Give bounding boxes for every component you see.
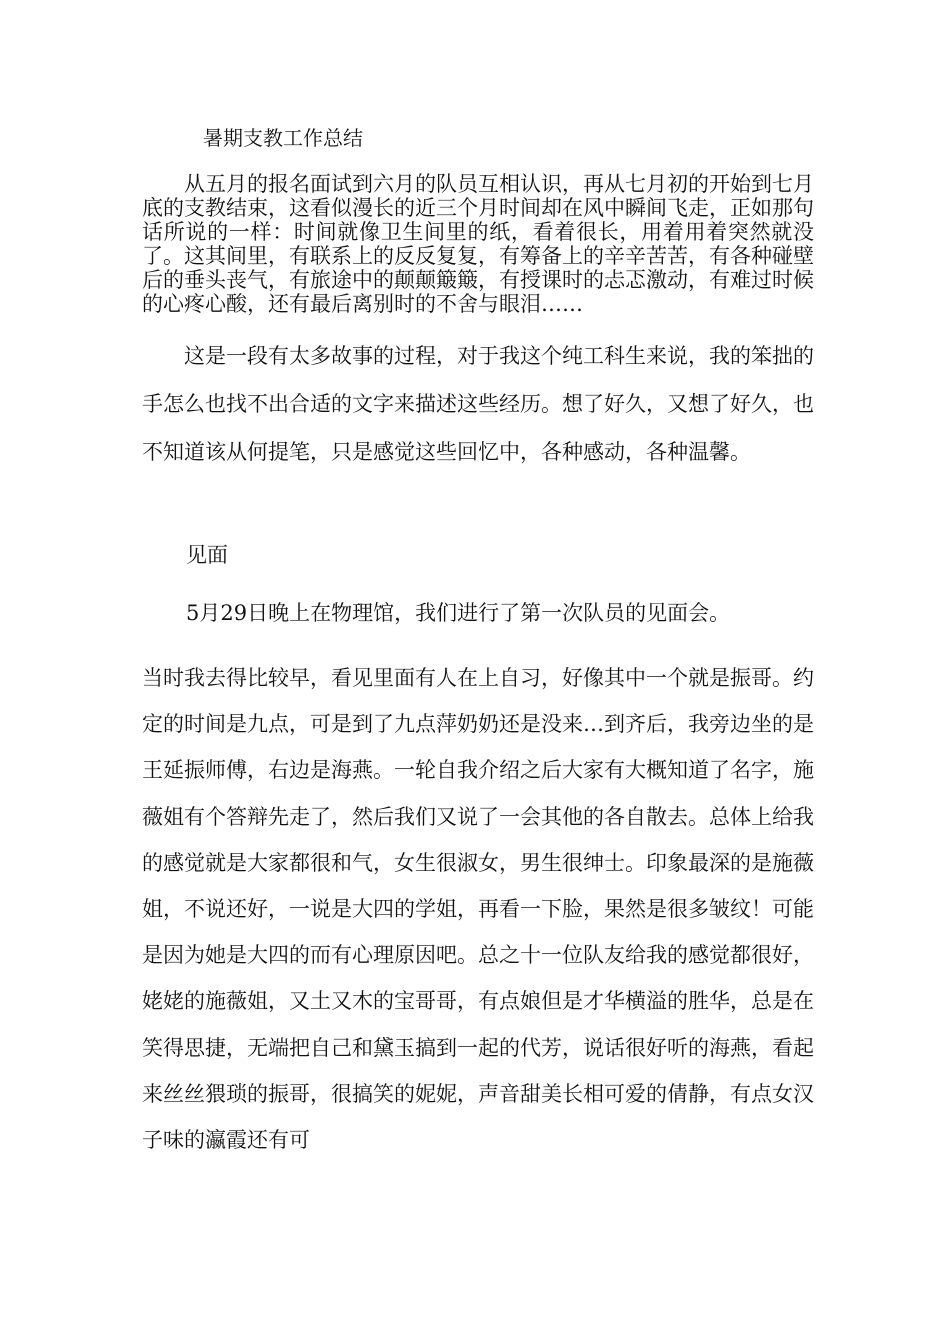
reflection-paragraph: 这是一段有太多故事的过程，对于我这个纯工科生来说，我的笨拙的手怎么也找不出合适的文字来描述这些经历。想了好久，又想了好久，也不知道该从何提笔，只是感觉这些回忆中，各种感动，各种温馨。 bbox=[142, 344, 814, 464]
meeting-intro-line: 5月29日晚上在物理馆，我们进行了第一次队员的见面会。 bbox=[186, 601, 731, 625]
document-title: 暑期支教工作总结 bbox=[203, 126, 363, 150]
intro-paragraph: 从五月的报名面试到六月的队员互相认识，再从七月初的开始到七月底的支教结束，这看似漫长的近三个月时间却在风中瞬间飞走，正如那句话所说的一样：时间就像卫生间里的纸，看着很长，用着用着突然就没了。这其间里，有联系上的反反复复，有筹备上的辛辛苦苦，有各种碰壁后的垂头丧气，有旅途中的颠颠簸簸，有授课时的忐忑激动，有难过时候的心疼心酸，还有最后离别时的不舍与眼泪…… bbox=[142, 172, 814, 316]
section-heading-meeting: 见面 bbox=[186, 543, 228, 567]
meeting-body-paragraph: 当时我去得比较早，看见里面有人在上自习，好像其中一个就是振哥。约定的时间是九点，可是到了九点萍奶奶还是没来…到齐后，我旁边坐的是王延振师傅，右边是海燕。一轮自我介绍之后大家有大概知道了名字，施薇姐有个答辩先走了，然后我们又说了一会其他的各自散去。总体上给我的感觉就是大家都很和气，女生很淑女，男生很绅士。印象最深的是施薇姐，不说还好，一说是大四的学姐，再看一下脸，果然是很多皱纹！可能是因为她是大四的而有心理原因吧。总之十一位队友给我的感觉都很好，姥姥的施薇姐，又土又木的宝哥哥，有点娘但是才华横溢的胜华，总是在笑得思捷，无端把自己和黛玉搞到一起的代芳，说话很好听的海燕，看起来丝丝猥琐的振哥，很搞笑的妮妮，声音甜美长相可爱的倩静，有点女汉子味的瀛霞还有可 bbox=[142, 666, 814, 1153]
